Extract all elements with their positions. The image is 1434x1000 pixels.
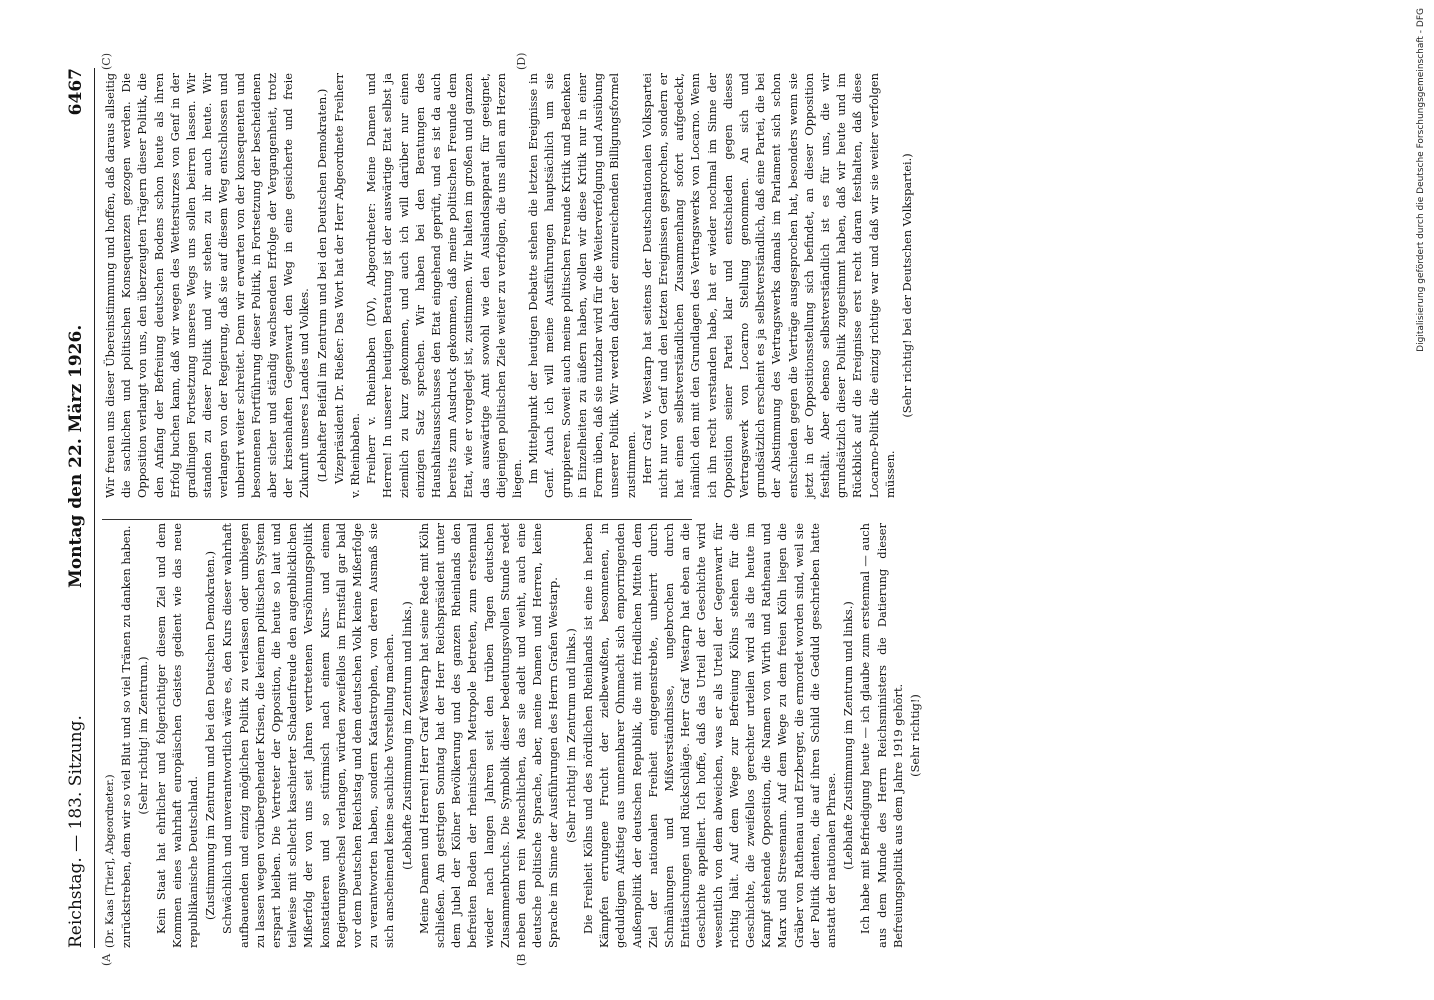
paragraph: Herr Graf v. Westarp hat seitens der Deutschnationalen Volkspartei nicht nur von Genf und den letzten Ereignissen gesprochen, sondern er hat einen selbstverständlichen Zusammenhang sofort aufgedeckt, nämlich den mit den Grundlagen des Vertragswerks von Locarno. Wenn ich ihn recht verstanden habe, hat er wieder nochmal im Sinne der Opposition seiner Partei klar und entschieden gegen dieses Vertragswerk von Locarno Stellung genommen. An sich und grundsätzlich erscheint es ja selbstverständlich, daß eine Partei, die bei der Abstimmung des Vertragswerks damals im Parlament sich schon entschieden gegen die Verträge ausgesprochen hat, besonders wenn sie jetzt in der Oppositionsstellung sich befindet, an dieser Opposition festhält. Aber ebenso selbstverständlich ist es für uns, die wir grundsätzlich dieser Politik zugestimmt haben, daß wir heute und im Rückblick auf die Ereignisse erst recht daran festhalten, daß diese Locarno-Politik die einzig richtige war und daß wir sie weiter verfolgen müssen.	[639, 73, 897, 498]
dfg-credit	[1416, 8, 1430, 828]
paragraph: (Sehr richtig!)	[907, 694, 922, 777]
dfg-credit-text: Digitalisierung gefördert durch die Deutsche Forschungsgemeinschaft - DFG	[1416, 8, 1426, 352]
paragraph: Im Mittelpunkt der heutigen Debatte stehen die letzten Ereignisse in Genf. Auch ich will meine Ausführungen hauptsächlich um sie gruppieren. Soweit auch meine politischen Freunde Kritik und Bedenken in Einzelheiten zu äußern haben, wollen wir diese Kritik nur in einer Form üben, daß sie nutzbar wird für die Weiterverfolgung und Ausübung unserer Politik. Wir werden daher der einzureichenden Billigungsformel zustimmen.	[526, 73, 638, 498]
paragraph: (Sehr richtig! bei der Deutschen Volkspartei.)	[899, 153, 914, 418]
paragraph: (Sehr richtig! im Zentrum.)	[136, 656, 151, 815]
paragraph: (Lebhafte Zustimmung im Zentrum und links.)	[399, 601, 414, 870]
paragraph: zurückstreben, dem wir so viel Blut und so viel Tränen zu danken haben.	[119, 525, 134, 948]
header-session: Reichstag. — 183. Sitzung.	[66, 715, 86, 948]
paragraph: Freiherr v. Rheinbaben (DV), Abgeordneter: Meine Damen und Herren! In unserer heutigen Beratung ist der auswärtige Etat selbst ja ziemlich zu kurz gekommen, und auch ich will darüber nur einen einzigen Satz sprechen. Wir haben bei den Beratungen des Haushaltsausschusses den Etat eingehend geprüft, und es ist da auch bereits zum Ausdruck gekommen, daß meine politischen Freunde dem Etat, wie er vorgelegt ist, zustimmen. Wir halten im großen und ganzen das auswärtige Amt sowohl wie den Auslandsapparat für geeignet, diejenigen politischen Ziele weiter zu verfolgen, die uns allen am Herzen liegen.	[364, 73, 525, 498]
paragraph: (Dr. Kaas [Trier], Abgeordneter.)	[104, 774, 116, 948]
paragraph: Die Freiheit Kölns und des nördlichen Rheinlands ist eine in herben Kämpfen errungene Frucht der zielbewußten, besonnenen, in geduldigem Aufstieg aus unnennbarer Ohnmacht sich emporringenden Außenpolitik der deutschen Republik, die mit friedlichen Mitteln dem Ziel der nationalen Freiheit entgegenstrebte, unbeirrt durch Schmähungen und Mißverständnisse, ungebrochen durch Enttäuschungen und Rückschläge. Herr Graf Westarp hat eben an die Geschichte appelliert. Ich hoffe, daß das Urteil der Geschichte wird wesentlich von dem abweichen, was er als Urteil der Gegenwart für richtig hält. Auf dem Wege zur Befreiung Kölns stehen für die Geschichte, die zweifellos gerechter urteilen wird als die heute im Kampf stehende Opposition, die Namen von Wirth und Rathenau und Marx und Stresemann. Auf dem Wege zu dem freien Köln liegen die Gräber von Rathenau und Erzberger, die ermordet worden sind, weil sie der Politik dienten, die auf ihren Schild die Geduld geschrieben hatte anstatt der nationalen Phrase.	[580, 523, 838, 948]
paragraph: (Lebhafte Zustimmung im Zentrum und links.)	[841, 601, 856, 870]
paragraph: Kein Staat hat ehrlicher und folgerichtiger diesem Ziel und dem Kommen eines wahrhaft europäischen Geistes gedient wie das neue republikanische Deutschland.	[153, 523, 201, 948]
header-date: Montag den 22. März 1926.	[66, 324, 86, 588]
paragraph: (Zustimmung im Zentrum und bei den Deutschen Demokraten.)	[203, 550, 218, 921]
margin-marker-b: (B	[515, 953, 528, 966]
left-column	[102, 523, 924, 948]
right-column	[102, 73, 916, 498]
paragraph: Wir freuen uns dieser Übereinstimmung und hoffen, daß daraus allseitig die sachlichen und politischen Konsequenzen gezogen werden. Die Opposition verlangt von uns, den überzeugten Trägern dieser Politik, die den Anfang der Befreiung deutschen Bodens schon heute als ihren Erfolg buchen kann, daß wir wegen des Wettersturzes von Genf in der gradlinigen Fortsetzung unseres Wegs uns sollen beirren lassen. Wir standen zu dieser Politik und wir stehen zu ihr auch heute. Wir verlangen von der Regierung, daß sie auf diesem Weg entschlossen und unbeirrt weiter schreitet. Denn wir erwarten von der konsequenten und besonnenen Fortführung dieser Politik, in Fortsetzung der bescheidenen aber sicher und ständig wachsenden Erfolge der Vergangenheit, trotz der krisenhaften Gegenwart den Weg in eine gesicherte und freie Zukunft unseres Landes und Volkes.	[103, 73, 312, 498]
column-divider	[102, 519, 692, 520]
paragraph: Schwächlich und unverantwortlich wäre es, den Kurs dieser wahrhaft aufbauenden und einzig möglichen Politik zu verlassen oder umbiegen zu lassen wegen vorübergehender Krisen, die keinem politischen System erspart bleiben. Die Vertreter der Opposition, die heute so laut und teilweise mit schlecht kaschierter Schadenfreude den augenblicklichen Mißerfolg der von uns seit Jahren vertretenen Versöhnungspolitik konstatieren und so stürmisch nach einem Kurs- und einem Regierungswechsel verlangen, würden zweifellos im Ernstfall gar bald vor dem Deutschen Reichstag und dem deutschen Volk keine Mißerfolge zu verantworten haben, sondern Katastrophen, von deren Ausmaß sie sich anscheinend keine sachliche Vorstellung machen.	[220, 523, 397, 948]
paragraph: Vizepräsident Dr. Rießer: Das Wort hat der Herr Abgeordnete Freiherr v. Rheinbaben.	[331, 73, 363, 498]
margin-marker-a: (A	[100, 953, 113, 966]
margin-marker-c: (C)	[100, 53, 113, 70]
paragraph: Meine Damen und Herren! Herr Graf Westarp hat seine Rede mit Köln schließen. Am gestrigen Sonntag hat der Herr Reichspräsident unter dem Jubel der Kölner Bevölkerung und des ganzen Rheinlands den befreiten Boden der rheinischen Metropole betreten, zum erstenmal wieder nach langen Jahren seit den trüben Tagen deutschen Zusammenbruchs. Die Symbolik dieser bedeutungsvollen Stunde redet neben dem rein Menschlichen, das sie adelt und weiht, auch eine deutsche politische Sprache, aber, meine Damen und Herren, keine Sprache im Sinne der Ausführungen des Herrn Grafen Westarp.	[416, 523, 561, 948]
document-page	[60, 52, 1320, 968]
paragraph: Ich habe mit Befriedigung heute — ich glaube zum erstenmal — auch aus dem Munde des Herrn Reichsministers die Datierung dieser Befreiungspolitik aus dem Jahre 1919 gehört.	[858, 523, 905, 948]
paragraph: (Lebhafter Beifall im Zentrum und bei den Deutschen Demokraten.)	[314, 88, 329, 483]
margin-marker-d: (D)	[515, 52, 528, 70]
page-header	[60, 68, 95, 948]
page-number: 6467	[66, 68, 86, 116]
paragraph: (Sehr richtig! im Zentrum und links.)	[563, 628, 578, 843]
